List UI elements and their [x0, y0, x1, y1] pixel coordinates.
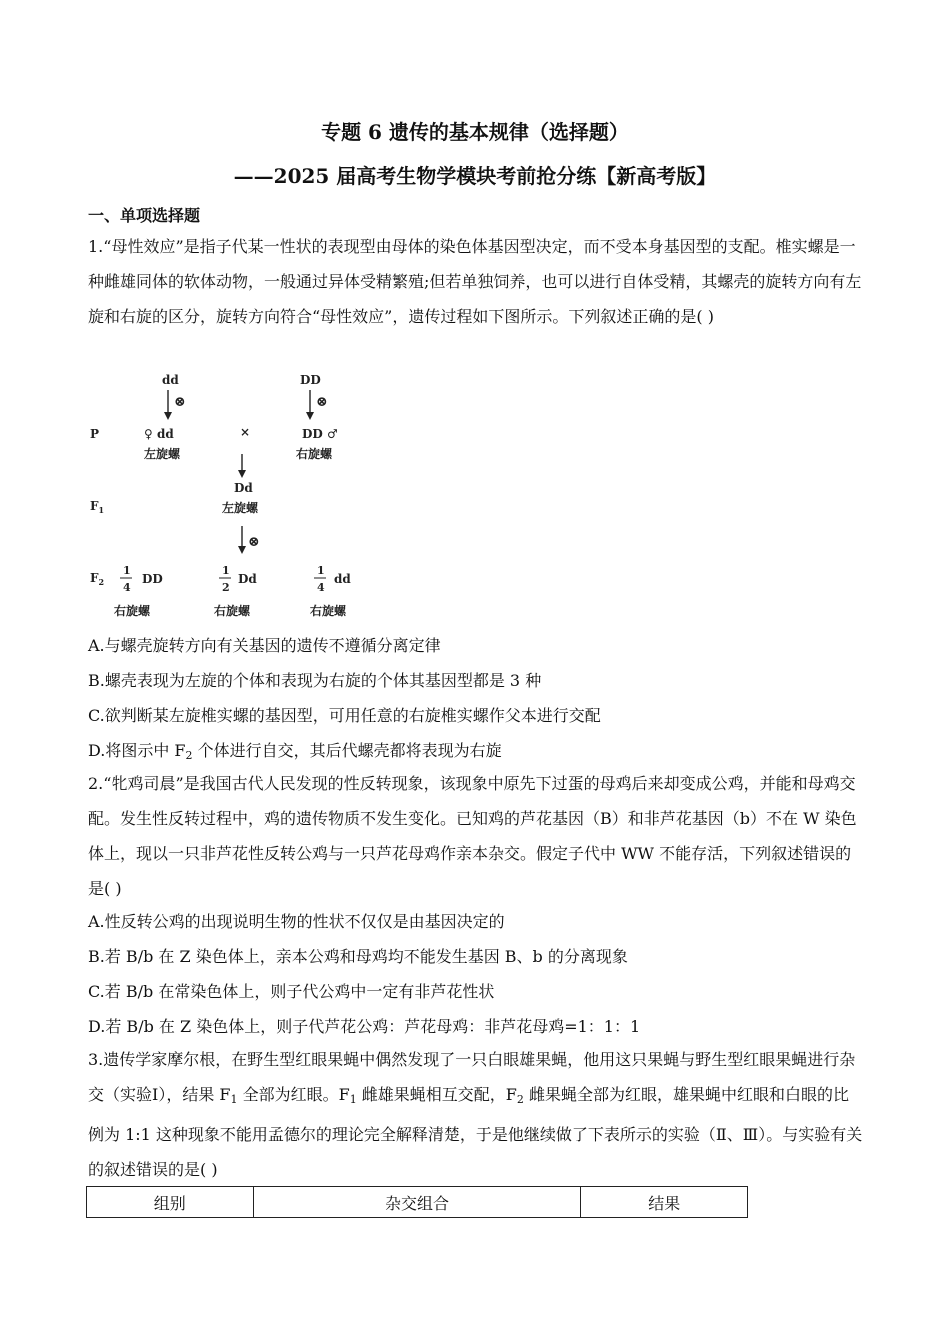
svg-text:4: 4 — [317, 581, 325, 594]
q1-option-d: D.将图示中 $F_2$ 个体进行自交，其后代螺壳都将表现为右旋 — [88, 741, 502, 762]
q2-option-b: B.若 B/b 在 Z 染色体上，亲本公鸡和母鸡均不能发生基因 B、b 的分离现象 — [88, 947, 628, 966]
svg-text:2: 2 — [222, 581, 230, 594]
q1-option-c: C.欲判断某左旋椎实螺的基因型，可用任意的右旋椎实螺作父本进行交配 — [88, 706, 601, 725]
inheritance-diagram — [80, 362, 380, 624]
q1-option-a: A.与螺壳旋转方向有关基因的遗传不遵循分离定律 — [88, 636, 441, 655]
question-3-stem: 3.遗传学家摩尔根，在野生型红眼果蝇中偶然发现了一只白眼雄果蝇，他用这只果蝇与野生型红眼果蝇进行杂交（实验Ⅰ），结果 $F_1$ 全部为红眼。$F_1$ 雌雄果蝇相互交配，$F_2$ 雌果蝇全部为红眼，雄果蝇中红眼和白眼的比例为 1:1 这种现象不能用孟德尔的理论完全解释清楚，于是他继续做了下表所示的实验（Ⅱ、Ⅲ）。与实验有关的叙述错误的是( ) — [88, 1050, 863, 1179]
section-heading: 一、单项选择题 — [88, 206, 201, 225]
parent-left-phenotype: 左旋螺 — [144, 447, 181, 461]
self-cross-icon: ⊗ — [316, 394, 328, 410]
generation-f1-label: $F_1$ — [90, 499, 105, 515]
svg-text:右旋螺: 右旋螺 — [214, 604, 251, 618]
diagram-top-left-genotype: dd — [162, 373, 179, 387]
diagram-top-right-genotype: DD — [300, 373, 321, 387]
cross-symbol: × — [240, 425, 251, 439]
q2-option-a: A.性反转公鸡的出现说明生物的性状不仅仅是由基因决定的 — [88, 912, 505, 931]
experiment-table — [86, 1186, 748, 1218]
svg-text:DD: DD — [142, 572, 163, 586]
document-subtitle: ——2025 届高考生物学模块考前抢分练【新高考版】 — [233, 164, 717, 188]
self-cross-icon: ⊗ — [174, 394, 186, 410]
svg-text:1: 1 — [123, 564, 131, 577]
svg-text:4: 4 — [123, 581, 131, 594]
table-header-result: 结果 — [581, 1187, 748, 1218]
f1-phenotype: 左旋螺 — [222, 501, 259, 515]
question-2-stem: 2.“牝鸡司晨”是我国古代人民发现的性反转现象，该现象中原先下过蛋的母鸡后来却变成公鸡，并能和母鸡交配。发生性反转过程中，鸡的遗传物质不发生变化。已知鸡的芦花基因（B）和非芦花基因（b）不在 W 染色体上，现以一只非芦花性反转公鸡与一只芦花母鸡作亲本杂交。假定子代中 WW 不能存活，下列叙述错误的是( ) — [88, 774, 857, 898]
q2-option-c: C.若 B/b 在常染色体上，则子代公鸡中一定有非芦花性状 — [88, 982, 495, 1001]
arrow-head — [238, 546, 246, 554]
q2-option-d: D.若 B/b 在 Z 染色体上，则子代芦花公鸡：芦花母鸡：非芦花母鸡=1：1：1 — [88, 1017, 641, 1036]
document-title: 专题 6 遗传的基本规律（选择题） — [321, 120, 629, 144]
svg-text:dd: dd — [334, 572, 351, 586]
table-header-row — [87, 1187, 748, 1218]
arrow-head — [306, 412, 314, 420]
q1-option-b: B.螺壳表现为左旋的个体和表现为右旋的个体其基因型都是 3 种 — [88, 671, 542, 690]
svg-text:右旋螺: 右旋螺 — [310, 604, 347, 618]
male-parent-genotype: DD ♂ — [302, 427, 338, 441]
svg-text:右旋螺: 右旋螺 — [114, 604, 151, 618]
female-parent-genotype: ♀ dd — [144, 427, 174, 441]
generation-p-label: P — [90, 427, 100, 441]
question-1-stem: 1.“母性效应”是指子代某一性状的表现型由母体的染色体基因型决定，而不受本身基因型的支配。椎实螺是一种雌雄同体的软体动物，一般通过异体受精繁殖;但若单独饲养，也可以进行自体受精，其螺壳的旋转方向有左旋和右旋的区分，旋转方向符合“母性效应”，遗传过程如下图所示。下列叙述正确的是( ) — [88, 237, 862, 326]
table-header-cross: 杂交组合 — [253, 1187, 581, 1218]
f2-item-3 — [310, 564, 351, 618]
arrow-head — [164, 412, 172, 420]
parent-right-phenotype: 右旋螺 — [296, 447, 333, 461]
table-header-group: 组别 — [87, 1187, 254, 1218]
f2-item-1 — [114, 564, 163, 618]
arrow-head — [238, 470, 246, 478]
generation-f2-label: $F_2$ — [90, 571, 105, 587]
svg-text:Dd: Dd — [238, 572, 257, 586]
svg-text:1: 1 — [222, 564, 230, 577]
f1-genotype: Dd — [234, 481, 253, 495]
self-cross-icon: ⊗ — [248, 534, 260, 550]
svg-text:1: 1 — [317, 564, 325, 577]
f2-item-2 — [214, 564, 257, 618]
